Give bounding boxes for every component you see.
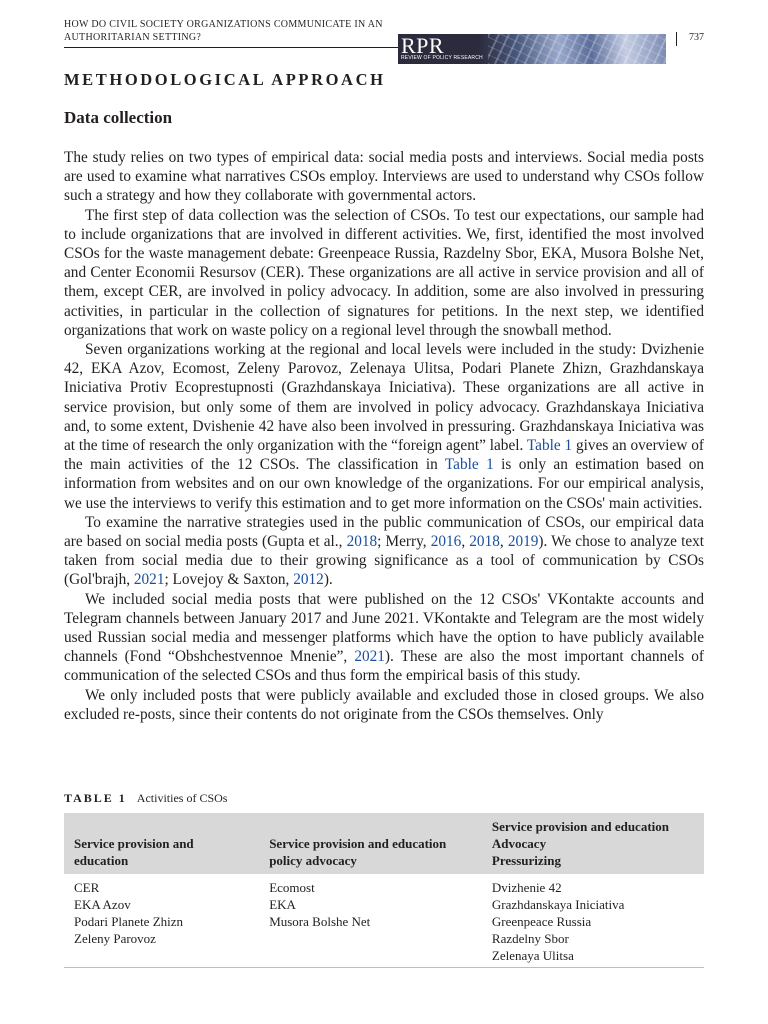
header-rule <box>64 47 400 48</box>
column-header-line: Pressurizing <box>491 853 561 868</box>
text-run: ). These are also the most important channels of communication of the selected CSOs and thus form the empirical basis of this study. <box>64 648 704 685</box>
cso-name: EKA <box>269 897 296 912</box>
table-caption-text: Activities of CSOs <box>136 791 228 805</box>
journal-name: REVIEW OF POLICY RESEARCH <box>401 55 483 61</box>
activities-table <box>64 813 704 968</box>
table-reference-link[interactable]: Table 1 <box>444 456 494 474</box>
banner-pattern <box>488 34 666 64</box>
table-cell <box>64 874 259 968</box>
cso-name: Zeleny Parovoz <box>74 931 156 946</box>
cso-name: EKA Azov <box>74 897 131 912</box>
citation-link[interactable]: 2018 <box>469 533 500 551</box>
column-header-line: Service provision and education <box>269 836 447 851</box>
text-run: To examine the narrative strategies used in the public communication of CSOs, our empirical data are based on social media posts (Gupta et al., <box>64 513 704 551</box>
paragraph: We only included posts that were publicly available and excluded those in closed groups. We also excluded re-posts, since their contents do not originate from the CSOs themselves. Only <box>64 686 704 723</box>
text-run: , <box>461 533 470 551</box>
citation-link[interactable]: 2019 <box>507 533 539 551</box>
column-header-line: Service provision and <box>74 836 194 851</box>
text-run: is only an estimation based on information from websites and on our own knowledge of the organizations. For our empirical analysis, we use the interviews to verify this estimation and to get more information on the CSOs' main activities. <box>64 456 704 512</box>
running-title <box>64 18 383 44</box>
page-header <box>64 16 704 64</box>
column-header-line: Service provision and education <box>491 819 669 834</box>
text-run: , <box>499 533 508 551</box>
text-run: ; Merry, <box>377 533 431 551</box>
table-cell <box>482 874 704 968</box>
running-title-line: AUTHORITARIAN SETTING? <box>64 32 202 43</box>
paragraph <box>64 590 704 686</box>
cso-name: Podari Planete Zhizn <box>74 914 184 929</box>
paragraph: The study relies on two types of empirical data: social media posts and interviews. Social media posts are used to examine what narratives CSOs employ. Interviews are used to understand why CSOs follow such a strategy and how they collaborate with governmental actors. <box>64 149 704 205</box>
text-run: ; Lovejoy & Saxton, <box>164 571 294 589</box>
table-row <box>64 874 704 968</box>
page-number-divider <box>676 32 677 46</box>
citation-link[interactable]: 2012 <box>293 571 324 589</box>
running-title-line: HOW DO CIVIL SOCIETY ORGANIZATIONS COMMUNICATE IN AN <box>64 19 383 30</box>
citation-link[interactable]: 2021 <box>354 648 385 666</box>
table-header-row <box>64 813 704 874</box>
text-run: ). <box>323 571 333 589</box>
column-header <box>259 813 482 874</box>
table-reference-link[interactable]: Table 1 <box>526 437 573 455</box>
paragraph <box>64 340 704 513</box>
citation-link[interactable]: 2021 <box>133 571 165 589</box>
cso-name: Grazhdanskaya Iniciativa <box>491 897 625 912</box>
paragraph <box>64 513 704 590</box>
table-caption <box>64 791 227 806</box>
paragraph: The first step of data collection was the selection of CSOs. To test our expectations, our sample had to include organizations that are involved in different activities. We, first, identified the most involved CSOs for the waste management debate: Greenpeace Russia, Razdelny Sbor, EKA, Musora Bolshe Net, and Center Economii Resursov (CER). These organizations are all active in service provision and all of them, except CER, are involved in policy advocacy. In addition, some are also involved in pressuring activities, in particular in the collection of signatures for petitions. In the next step, we identified organizations that work on waste policy on a regional level through the snowball method. <box>64 206 704 339</box>
subsection-title: Data collection <box>64 108 173 127</box>
cso-name: Greenpeace Russia <box>491 914 592 929</box>
journal-banner <box>398 34 666 64</box>
text-run: Seven organizations working at the regional and local levels were included in the study: Dvizhenie 42, EKA Azov, Ecomost, Zeleny Parovoz, Zelenaya Ulitsa, Podari Planete Zhizn, Grazhdanskaya Iniciativa Protiv Ecoprestupnosti (Grazhdanskaya Iniciativa). These organizations are all active in service provision, but only some of them are involved in policy advocacy. Grazhdanskaya Iniciativa and, to some extent, Dvishenie 42 have also been involved in pressuring. Grazhdanskaya Iniciativa was at the time of research the only organization with the “foreign agent” label. <box>64 341 704 455</box>
citation-link[interactable]: 2016 <box>430 533 462 551</box>
table-label: TABLE 1 <box>64 791 127 805</box>
cso-name: Zelenaya Ulitsa <box>491 948 574 963</box>
column-header-line: education <box>74 853 129 868</box>
column-header-line: policy advocacy <box>269 853 357 868</box>
table-cell <box>259 874 482 968</box>
column-header-line: Advocacy <box>491 836 547 851</box>
body-text <box>64 148 704 724</box>
column-header <box>64 813 259 874</box>
column-header <box>482 813 704 874</box>
citation-link[interactable]: 2018 <box>346 533 378 551</box>
cso-name: Ecomost <box>269 880 315 895</box>
cso-name: Musora Bolshe Net <box>269 914 371 929</box>
cso-name: Razdelny Sbor <box>491 931 569 946</box>
page-number: 737 <box>689 32 704 43</box>
text-run: gives an overview of the main activities of the 12 CSOs. The classification in <box>64 437 704 474</box>
text-run: We included social media posts that were published on the 12 CSOs' VKontakte accounts and Telegram channels between January 2017 and June 2021. VKontakte and Telegram are the most widely used Russian social media and messenger platforms which have the option to have publicly available channels (Fond “Obshchestvennoe Mnenie”, <box>64 590 704 666</box>
section-title: METHODOLOGICAL APPROACH <box>64 70 386 89</box>
cso-name: CER <box>74 880 100 895</box>
cso-name: Dvizhenie 42 <box>491 880 562 895</box>
text-run: ). We chose to analyze text taken from social media due to their growing significance as a tool of communication by CSOs (Gol'brajh, <box>64 533 705 589</box>
journal-logo: RPR <box>401 34 445 58</box>
